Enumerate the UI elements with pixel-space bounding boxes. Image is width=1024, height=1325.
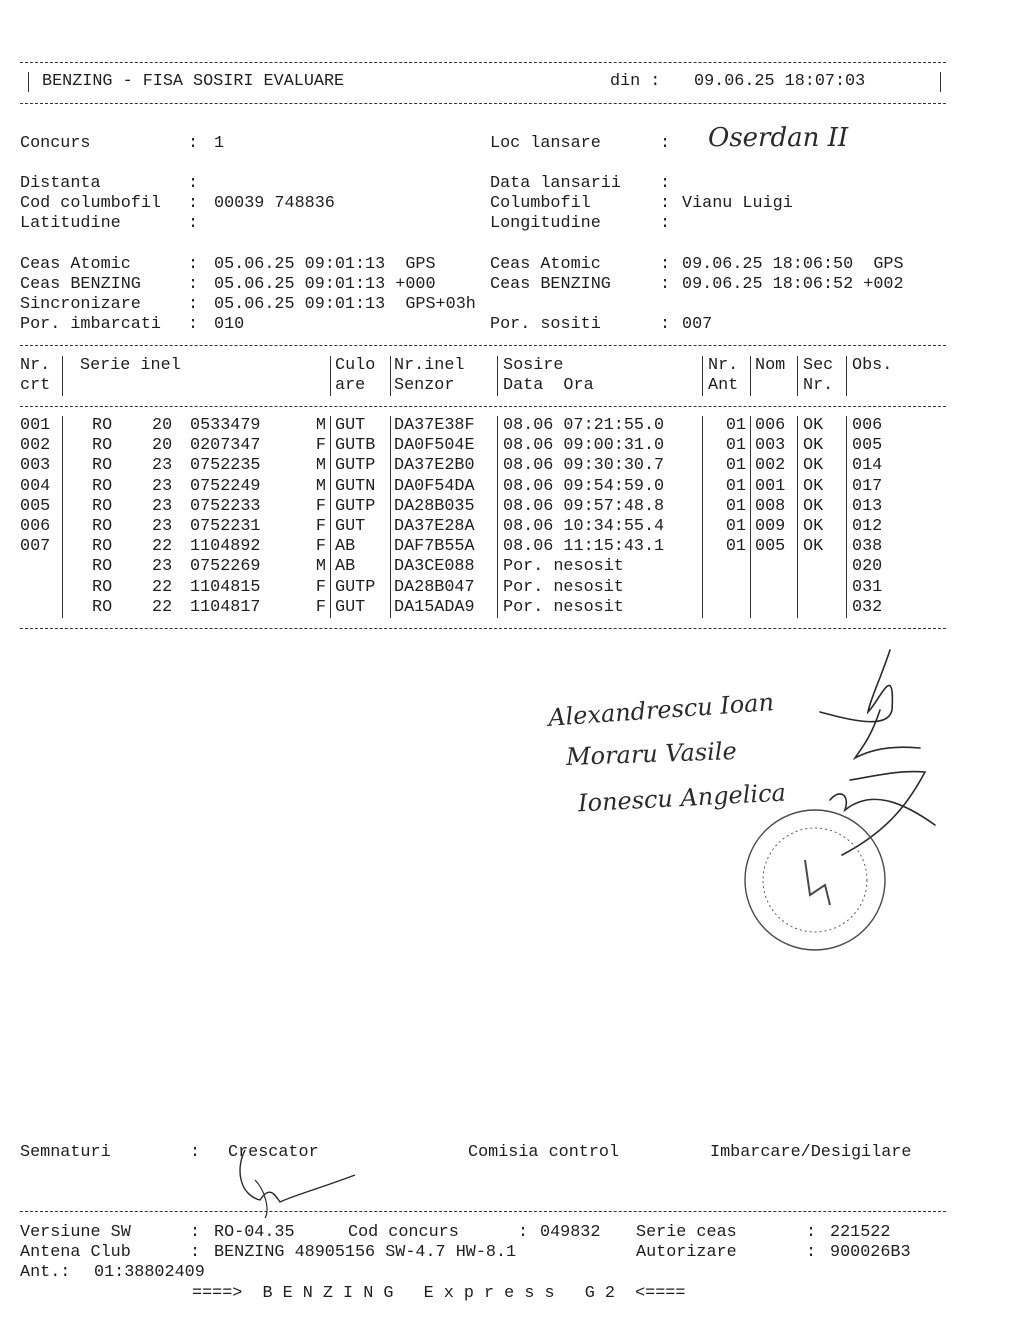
cell-sensor: DA15ADA9 [394,597,475,617]
por-imbarcati-label: Por. imbarcati [20,315,161,334]
cell-nom: 001 [755,476,786,496]
cell-nr: 003 [20,456,51,476]
loc-lansare-label: Loc lansare [490,134,601,153]
colon: : [660,194,671,213]
antena-club-label: Antena Club [20,1243,131,1262]
cell-year: 23 [152,476,173,496]
cell-nom: 008 [755,496,786,516]
cell-country: RO [92,456,113,476]
sincronizare-value: 05.06.25 09:01:13 GPS+03h [214,295,476,314]
cell-color: GUTP [335,496,376,516]
colon: : [188,194,199,213]
colon: : [188,134,199,153]
header-nr: Nr. [20,356,51,375]
cell-arrival: 08.06 07:21:55.0 [503,416,665,435]
table-top-rule [20,345,946,346]
antena-club-value: BENZING 48905156 SW-4.7 HW-8.1 [214,1243,517,1262]
header-data-ora: Data Ora [503,376,594,395]
cell-obs: 012 [852,517,883,536]
cell-nr: 006 [20,517,51,536]
ceas-atomic-end-value: 09.06.25 18:06:50 GPS [682,255,904,274]
cell-nr: 002 [20,436,51,456]
colon: : [806,1223,817,1242]
official-stamp [745,810,885,950]
cell-arrival: Por. nesosit [503,577,624,597]
cell-year: 23 [152,557,173,577]
colon: : [660,174,671,193]
column-divider [750,416,751,618]
column-divider [797,356,798,396]
cell-country: RO [92,537,113,557]
header-culo: Culo [335,356,376,375]
colon: : [188,174,199,193]
cell-arrival: 08.06 09:00:31.0 [503,436,665,456]
cell-sex: F [315,537,326,557]
por-sositi-value: 007 [682,315,713,334]
column-divider [497,356,498,396]
crescator-signature [225,1140,365,1220]
ant-label: Ant.: [20,1263,71,1282]
cell-color: GUTN [335,476,376,496]
cell-nom: 009 [755,517,786,536]
cell-antenna: 01 [725,517,746,536]
signature-stroke [820,650,892,722]
colon: : [188,275,199,294]
cell-country: RO [92,476,113,496]
ceas-atomic-start-label: Ceas Atomic [20,255,131,274]
colon: : [188,295,199,314]
cell-antenna: 01 [725,496,746,516]
cell-year: 22 [152,537,173,557]
table-bottom-rule [20,628,946,629]
cell-country: RO [92,436,113,456]
cell-year: 20 [152,416,173,435]
semnaturi-label: Semnaturi [20,1143,111,1162]
document-title: BENZING - FISA SOSIRI EVALUARE [42,72,345,91]
header-nr-ant: Nr. [708,356,739,375]
din-label: din : [610,72,661,91]
cell-ring: 0752269 [190,557,261,577]
imbarcare-desigilare-label: Imbarcare/Desigilare [710,1143,912,1162]
column-divider [330,416,331,618]
ceas-atomic-start-value: 05.06.25 09:01:13 GPS [214,255,436,274]
cell-nr: 004 [20,476,51,496]
cell-arrival: 08.06 09:54:59.0 [503,476,665,496]
signature-stroke [842,772,925,855]
cell-ring: 0752233 [190,496,261,516]
handwritten-name-1: Alexandrescu Ioan [547,688,775,732]
cell-obs: 032 [852,597,883,617]
columbofil-value: Vianu Luigi [682,194,793,213]
header-serie-inel: Serie inel [80,356,181,375]
header-senzor: Senzor [394,376,455,395]
header-obs: Obs. [852,356,893,375]
cell-sensor: DA28B047 [394,577,475,597]
cell-antenna: 01 [725,476,746,496]
column-divider [62,356,63,396]
header-datetime: 09.06.25 18:07:03 [694,72,866,91]
serie-ceas-label: Serie ceas [636,1223,737,1242]
cell-sec: OK [803,537,824,557]
colon: : [188,255,199,274]
colon: : [660,134,671,153]
cell-sensor: DA0F504E [394,436,475,456]
cell-country: RO [92,517,113,536]
cell-sex: F [315,496,326,516]
sincronizare-label: Sincronizare [20,295,141,314]
cell-obs: 006 [852,416,883,435]
concurs-value: 1 [214,134,225,153]
column-divider [702,416,703,618]
cell-arrival: 08.06 09:57:48.8 [503,496,665,516]
cell-obs: 013 [852,496,883,516]
cell-color: GUT [335,517,366,536]
colon: : [190,1223,201,1242]
header-nom: Nom [755,356,786,375]
cell-obs: 031 [852,577,883,597]
cell-country: RO [92,577,113,597]
cell-sex: M [315,557,326,577]
por-imbarcati-value: 010 [214,315,245,334]
handwritten-name-3: Ionescu Angelica [577,778,787,818]
loc-lansare-handwritten: Oserdan II [708,123,849,153]
cell-sex: M [315,416,326,435]
signature-stroke [830,794,935,825]
ant-value: 01:38802409 [94,1263,205,1282]
header-sec-nr: Nr. [803,376,834,395]
header-left-border [28,72,29,92]
column-divider [497,416,498,618]
header-bottom-rule [20,103,946,104]
colon: : [660,214,671,233]
cell-antenna: 01 [725,436,746,456]
cell-sec: OK [803,436,824,456]
column-divider [846,416,847,618]
concurs-label: Concurs [20,134,91,153]
colon: : [660,315,671,334]
cod-columbofil-value: 00039 748836 [214,194,335,213]
autorizare-value: 900026B3 [830,1243,911,1262]
cell-ring: 0752249 [190,476,261,496]
cell-sec: OK [803,517,824,536]
cod-concurs-label: Cod concurs [348,1223,459,1242]
cell-arrival: 08.06 10:34:55.4 [503,517,665,536]
cell-antenna: 01 [725,537,746,557]
colon: : [806,1243,817,1262]
colon: : [190,1143,201,1162]
column-divider [62,416,63,618]
ceas-benzing-start-value: 05.06.25 09:01:13 +000 [214,275,436,294]
cell-arrival: 08.06 09:30:30.7 [503,456,665,476]
cell-color: GUT [335,416,366,435]
cell-sensor: DA37E28A [394,517,475,536]
footer-rule [20,1211,946,1212]
cell-color: GUTP [335,577,376,597]
ceas-atomic-end-label: Ceas Atomic [490,255,601,274]
cell-sex: F [315,517,326,536]
cell-year: 22 [152,577,173,597]
cell-ring: 1104892 [190,537,261,557]
cell-country: RO [92,557,113,577]
colon: : [188,315,199,334]
cell-sex: F [315,577,326,597]
cell-ring: 0752231 [190,517,261,536]
cell-color: GUT [335,597,366,617]
column-divider [702,356,703,396]
cell-sensor: DA0F54DA [394,476,475,496]
cell-ring: 0752235 [190,456,261,476]
cell-nr: 005 [20,496,51,516]
cell-ring: 0207347 [190,436,261,456]
ceas-benzing-end-label: Ceas BENZING [490,275,611,294]
header-sosire: Sosire [503,356,564,375]
cell-country: RO [92,496,113,516]
comisia-control-label: Comisia control [468,1143,620,1162]
cell-ring: 1104817 [190,597,261,617]
por-sositi-label: Por. sositi [490,315,601,334]
cell-color: GUTP [335,456,376,476]
column-divider [750,356,751,396]
column-divider [797,416,798,618]
colon: : [190,1243,201,1262]
colon: : [660,275,671,294]
columbofil-label: Columbofil [490,194,591,213]
ceas-benzing-end-value: 09.06.25 18:06:52 +002 [682,275,904,294]
header-sec: Sec [803,356,834,375]
cell-color: AB [335,537,356,557]
cell-obs: 017 [852,476,883,496]
cell-sensor: DA37E38F [394,416,475,435]
handwritten-name-2: Moraru Vasile [565,737,738,771]
cell-ring: 1104815 [190,577,261,597]
cell-nr: 007 [20,537,51,557]
column-divider [390,416,391,618]
cell-sex: M [315,456,326,476]
cell-obs: 005 [852,436,883,456]
cell-nom: 003 [755,436,786,456]
cell-arrival: Por. nesosit [503,557,624,577]
header-are: are [335,376,366,395]
cell-nom: 002 [755,456,786,476]
cell-year: 23 [152,517,173,536]
colon: : [660,255,671,274]
data-lansarii-label: Data lansarii [490,174,621,193]
cell-sec: OK [803,476,824,496]
cell-obs: 014 [852,456,883,476]
ceas-benzing-start-label: Ceas BENZING [20,275,141,294]
header-ant: Ant [708,376,739,395]
cell-obs: 038 [852,537,883,557]
cell-year: 23 [152,456,173,476]
cell-arrival: 08.06 11:15:43.1 [503,537,665,557]
cod-concurs-value: 049832 [540,1223,601,1242]
autorizare-label: Autorizare [636,1243,737,1262]
cell-nr: 001 [20,416,51,435]
cell-sec: OK [803,496,824,516]
cell-year: 23 [152,496,173,516]
cell-year: 20 [152,436,173,456]
versiune-sw-value: RO-04.35 [214,1223,295,1242]
cell-sex: F [315,597,326,617]
cell-sec: OK [803,416,824,435]
colon: : [188,214,199,233]
signatures-and-stamp-graphic [730,640,970,960]
latitudine-label: Latitudine [20,214,121,233]
cell-sex: M [315,476,326,496]
cell-color: GUTB [335,436,376,456]
colon: : [518,1223,529,1242]
cell-sensor: DA37E2B0 [394,456,475,476]
header-right-border [940,72,941,92]
column-divider [390,356,391,396]
column-divider [846,356,847,396]
cell-sensor: DA3CE088 [394,557,475,577]
longitudine-label: Longitudine [490,214,601,233]
crescator-label: Crescator [228,1143,319,1162]
cell-antenna: 01 [725,416,746,435]
cell-color: AB [335,557,356,577]
brand-line: ====> B E N Z I N G E x p r e s s G 2 <==== [192,1284,686,1303]
header-top-rule [20,62,946,63]
serie-ceas-value: 221522 [830,1223,891,1242]
versiune-sw-label: Versiune SW [20,1223,131,1242]
cell-sensor: DA28B035 [394,496,475,516]
cell-sec: OK [803,456,824,476]
cell-sensor: DAF7B55A [394,537,475,557]
table-header-rule [20,406,946,407]
column-divider [330,356,331,396]
cell-obs: 020 [852,557,883,577]
cell-nom: 005 [755,537,786,557]
cod-columbofil-label: Cod columbofil [20,194,161,213]
header-crt: crt [20,376,51,395]
cell-nom: 006 [755,416,786,435]
cell-ring: 0533479 [190,416,261,435]
distanta-label: Distanta [20,174,101,193]
cell-sex: F [315,436,326,456]
header-nr-inel: Nr.inel [394,356,465,375]
cell-arrival: Por. nesosit [503,597,624,617]
cell-country: RO [92,597,113,617]
cell-year: 22 [152,597,173,617]
cell-antenna: 01 [725,456,746,476]
cell-country: RO [92,416,113,435]
